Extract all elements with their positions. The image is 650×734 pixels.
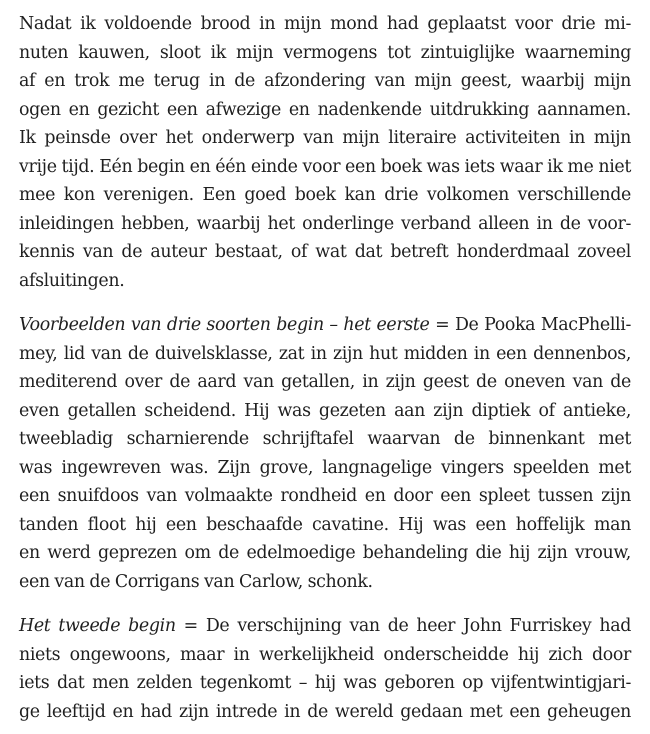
text-line: iets dat men zelden tegenkomt – hij was geboren op vijfentwintigjari- <box>19 673 631 693</box>
paragraph-intro <box>19 10 631 295</box>
text-line: mey, lid van de duivelsklasse, zat in zijn hut midden in een dennenbos, <box>19 343 631 364</box>
book-page <box>19 10 631 726</box>
text-line: vrije tijd. Eén begin en één einde voor een boek was iets waar ik me niet <box>19 156 631 177</box>
text-line: mediterend over de aard van getallen, in zijn geest de oneven van de <box>19 372 631 392</box>
text-line <box>19 311 631 340</box>
text-line: tanden floot hij een beschaafde cavatine. Hij was een hoffelijk man <box>19 514 631 535</box>
text-line: inleidingen hebben, waarbij het onderlinge verband alleen in de voor- <box>19 213 631 234</box>
text-line: een van de Corrigans van Carlow, schonk. <box>19 571 373 592</box>
text-line: ogen en gezicht een afwezige en nadenkende uitdrukking aannamen. <box>19 99 631 120</box>
paragraph-first-beginning <box>19 311 631 596</box>
text-line: nuten kauwen, sloot ik mijn vermogens tot zintuiglijke waarneming <box>19 42 631 63</box>
text-line: af en trok me terug in de afzondering van mijn geest, waarbij mijn <box>19 71 631 91</box>
text-line: en werd geprezen om de edelmoedige behandeling die hij zijn vrouw, <box>19 543 631 563</box>
section-heading: Voorbeelden van drie soorten begin – het eerste <box>19 315 430 335</box>
text-line <box>19 612 631 641</box>
text-line: afsluitingen. <box>19 270 125 291</box>
text-line: tweebladig scharnierende schrijftafel waarvan de binnenkant met <box>19 429 631 449</box>
text-line: Nadat ik voldoende brood in mijn mond had geplaatst voor drie mi- <box>19 14 631 34</box>
text-line: een snuifdoos van volmaakte rondheid en door een spleet tussen zijn <box>19 486 631 506</box>
text-line: kennis van de auteur bestaat, of wat dat betreft honderdmaal zoveel <box>19 242 631 262</box>
text-line: niets ongewoons, maar in werkelijkheid onderscheidde hij zich door <box>19 644 631 665</box>
text-fragment: = De verschijning van de heer John Furriskey had <box>175 616 632 636</box>
paragraph-gap <box>19 596 631 612</box>
text-fragment: = De Pooka MacPhelli- <box>429 315 632 335</box>
paragraph-second-beginning <box>19 612 631 726</box>
text-line: Ik peinsde over het onderwerp van mijn literaire activiteiten in mijn <box>19 128 631 148</box>
text-line: was ingewreven was. Zijn grove, langnagelige vingers speelden met <box>19 457 631 478</box>
text-line: even getallen scheidend. Hij was gezeten aan zijn diptiek of antieke, <box>19 400 631 421</box>
text-line: mee kon verenigen. Een goed boek kan drie volkomen verschillende <box>19 185 631 205</box>
section-heading: Het tweede begin <box>19 616 176 636</box>
text-line: ge leeftijd en had zijn intrede in de wereld gedaan met een geheugen <box>19 701 631 722</box>
paragraph-gap <box>19 295 631 311</box>
